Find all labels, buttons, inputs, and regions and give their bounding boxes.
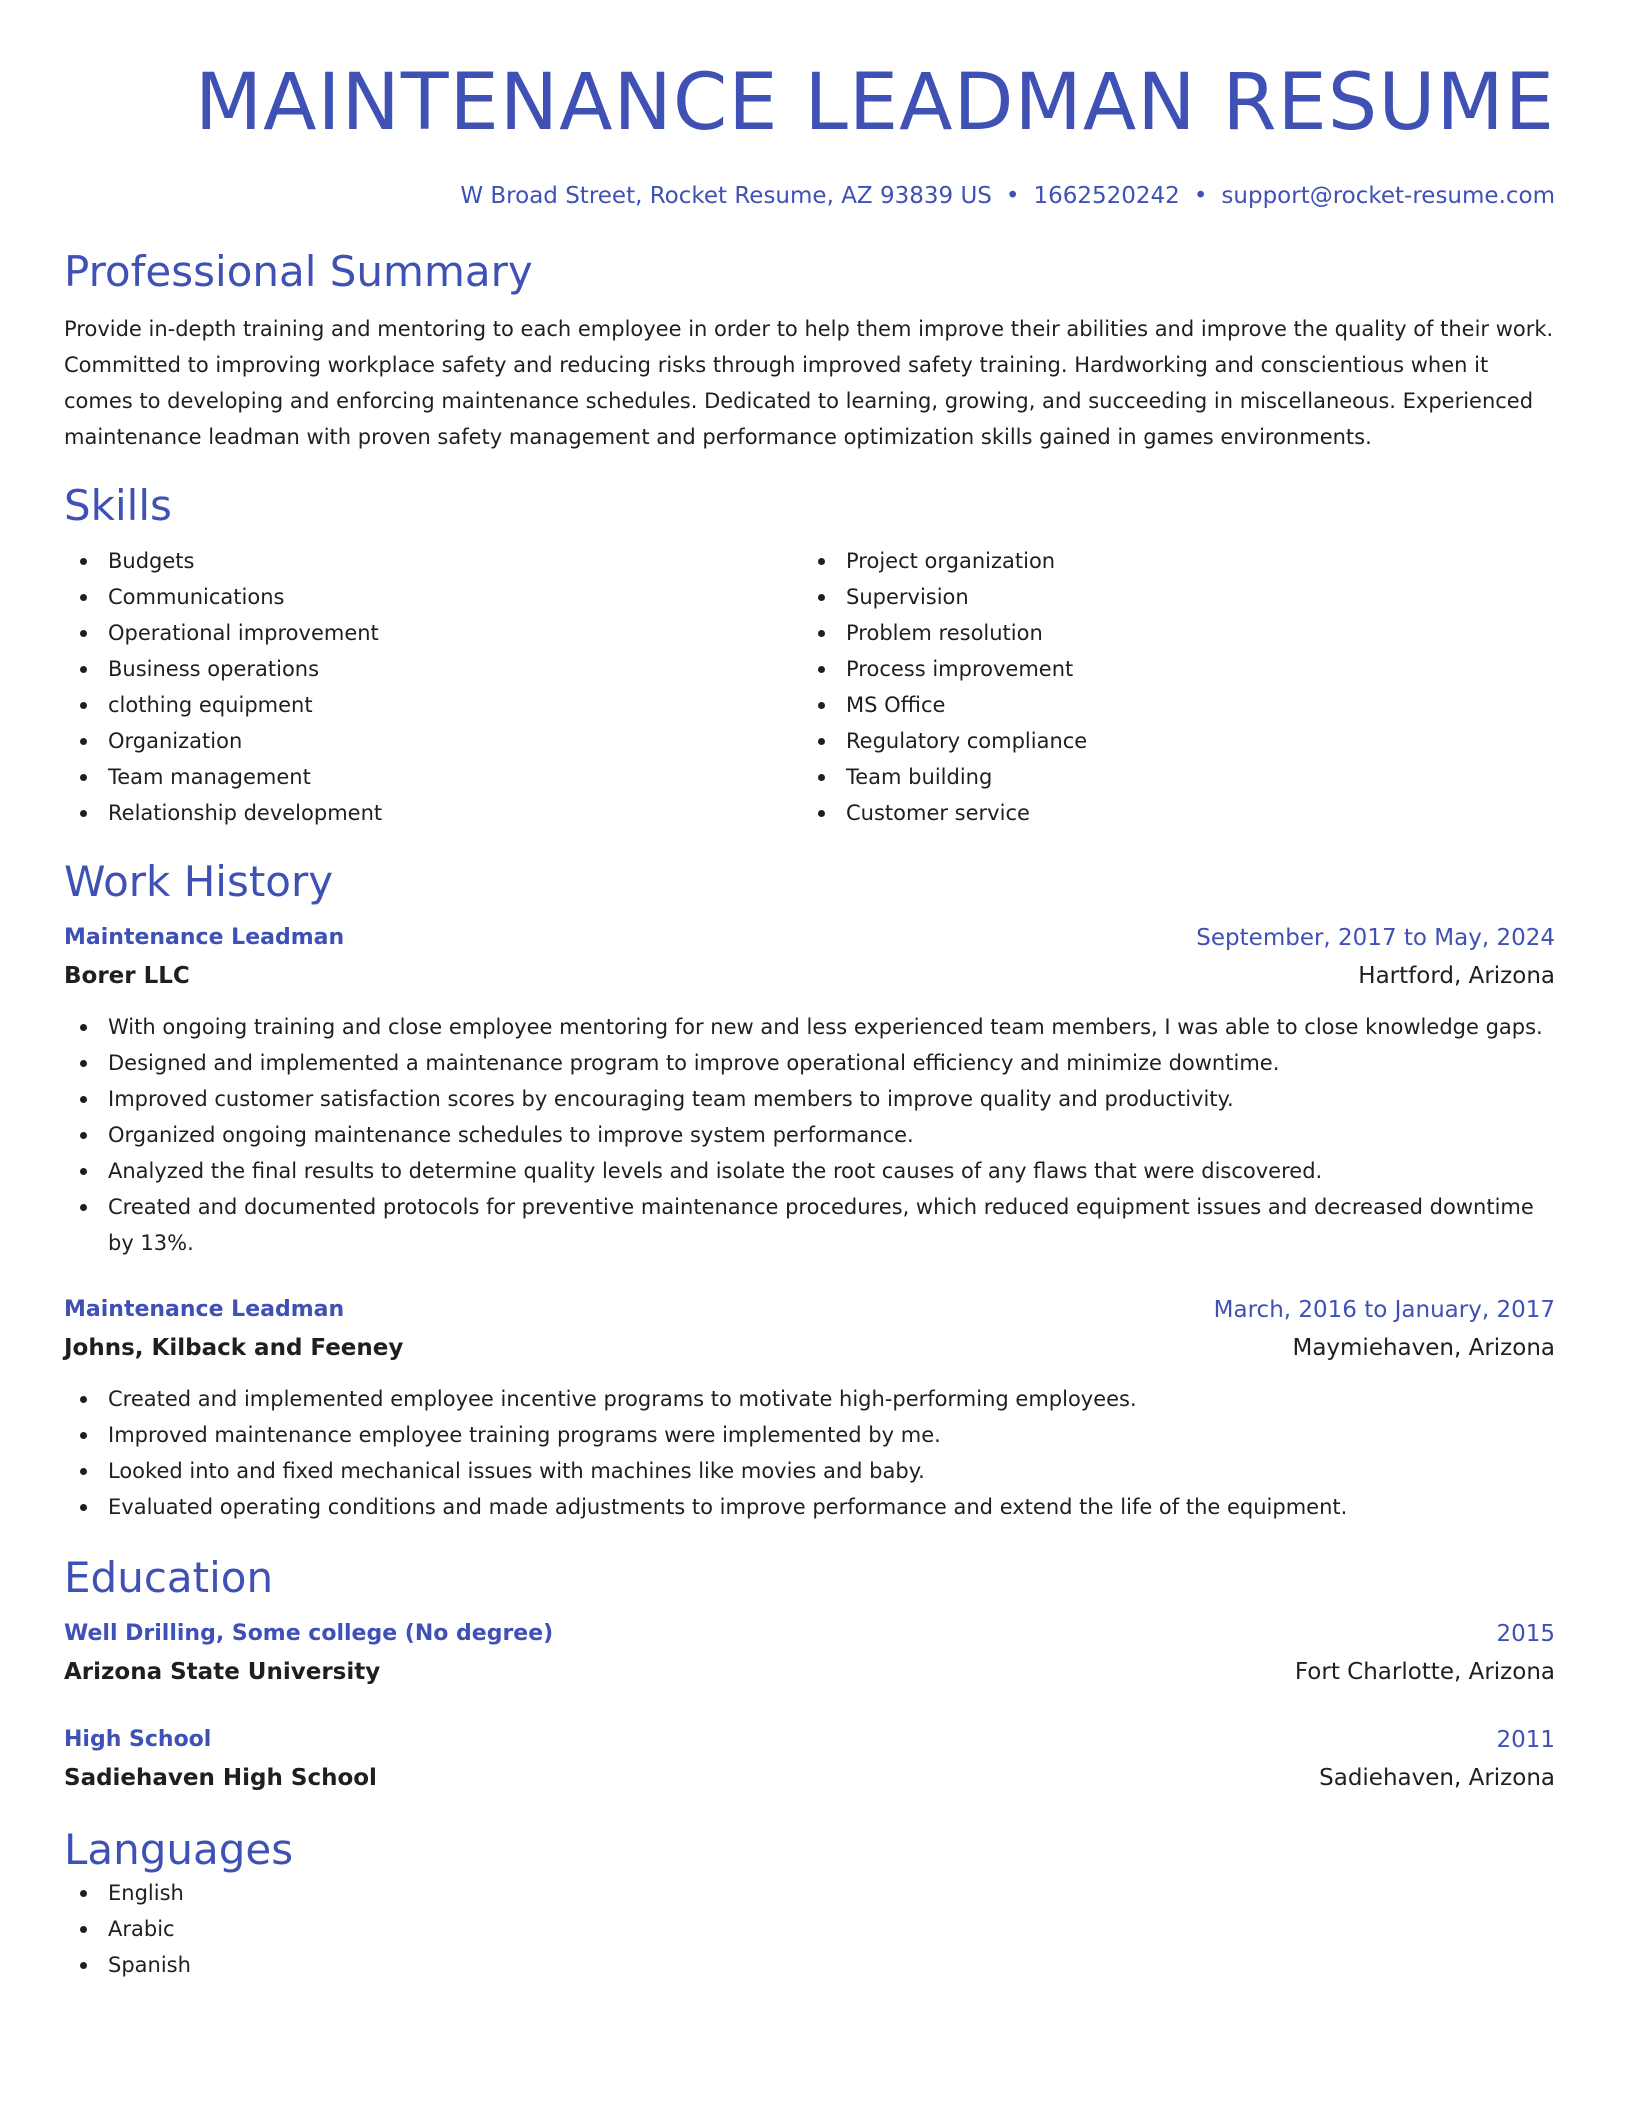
- job-bullets: [64, 1381, 1555, 1525]
- job-bullet: Improved customer satisfaction scores by encouraging team members to improve quality and productivity.: [64, 1081, 1555, 1117]
- work-entry: [64, 919, 1555, 1261]
- education-location: Fort Charlotte, Arizona: [1294, 1659, 1555, 1685]
- job-bullets: [64, 1009, 1555, 1261]
- skill-item: Regulatory compliance: [802, 723, 1540, 759]
- section-title-languages: Languages: [64, 1825, 294, 1874]
- skill-item: Communications: [64, 579, 802, 615]
- job-bullet: Improved maintenance employee training programs were implemented by me.: [64, 1417, 1555, 1453]
- job-bullet: Created and implemented employee incentive programs to motivate high-performing employees.: [64, 1381, 1555, 1417]
- skill-item: Supervision: [802, 579, 1540, 615]
- summary-text: Provide in-depth training and mentoring to each employee in order to help them improve their abilities and improve the quality of their work. Committed to improving workplace safety and reducing risks through improved safety training. Hardworking and conscientious when it comes to developing and enforcing maintenance schedules. Dedicated to learning, growing, and succeeding in miscellaneous. Experienced maintenance leadman with proven safety management and performance optimization skills gained in games environments.: [64, 317, 1554, 449]
- education-school: Sadiehaven High School: [64, 1765, 377, 1791]
- languages-list: [64, 1875, 1555, 1983]
- job-bullet: Looked into and fixed mechanical issues with machines like movies and baby.: [64, 1453, 1555, 1489]
- job-dates: September, 2017 to May, 2024: [1196, 925, 1555, 951]
- job-role: Maintenance Leadman: [64, 925, 345, 950]
- resume-page: [64, 0, 1555, 1983]
- section-title-skills: Skills: [64, 481, 172, 530]
- education-year: 2011: [1496, 1727, 1555, 1753]
- skill-item: Business operations: [64, 651, 802, 687]
- phone: 1662520242: [1033, 183, 1180, 209]
- contact-separator: •: [1193, 183, 1208, 209]
- job-location: Maymiehaven, Arizona: [1292, 1335, 1555, 1361]
- skill-item: Project organization: [802, 543, 1540, 579]
- skills-grid: [64, 543, 1555, 831]
- education-location: Sadiehaven, Arizona: [1319, 1765, 1555, 1791]
- skill-item: Team building: [802, 759, 1540, 795]
- education-school: Arizona State University: [64, 1659, 381, 1685]
- language-item: English: [64, 1875, 1555, 1911]
- contact-separator: •: [1005, 183, 1020, 209]
- job-role: Maintenance Leadman: [64, 1297, 345, 1322]
- job-bullet: Analyzed the final results to determine quality levels and isolate the root causes of any flaws that were discovered.: [64, 1153, 1555, 1189]
- skill-item: Organization: [64, 723, 802, 759]
- language-item: Arabic: [64, 1911, 1555, 1947]
- job-company: Borer LLC: [64, 963, 190, 989]
- job-location: Hartford, Arizona: [1358, 963, 1555, 989]
- job-bullet: Organized ongoing maintenance schedules to improve system performance.: [64, 1117, 1555, 1153]
- resume-title: MAINTENANCE LEADMAN RESUME: [194, 58, 1555, 148]
- skill-item: Relationship development: [64, 795, 802, 831]
- skill-item: Operational improvement: [64, 615, 802, 651]
- job-bullet: Created and documented protocols for preventive maintenance procedures, which reduced equipment issues and decreased downtime by 13%.: [64, 1189, 1555, 1261]
- education-degree: Well Drilling, Some college (No degree): [64, 1621, 554, 1646]
- address: W Broad Street, Rocket Resume, AZ 93839 US: [460, 183, 992, 209]
- skill-item: Customer service: [802, 795, 1540, 831]
- skill-item: Process improvement: [802, 651, 1540, 687]
- section-title-education: Education: [64, 1553, 274, 1602]
- language-item: Spanish: [64, 1947, 1555, 1983]
- education-degree: High School: [64, 1727, 212, 1752]
- job-bullet: Designed and implemented a maintenance program to improve operational efficiency and minimize downtime.: [64, 1045, 1555, 1081]
- contact-line: [64, 181, 1555, 211]
- email: support@rocket-resume.com: [1221, 183, 1555, 209]
- skill-item: clothing equipment: [64, 687, 802, 723]
- education-entry: [64, 1721, 1555, 1797]
- skill-item: Budgets: [64, 543, 802, 579]
- work-entry: [64, 1291, 1555, 1525]
- skill-item: MS Office: [802, 687, 1540, 723]
- section-title-work-history: Work History: [64, 857, 334, 906]
- section-title-summary: Professional Summary: [64, 247, 533, 296]
- job-bullet: Evaluated operating conditions and made adjustments to improve performance and extend the life of the equipment.: [64, 1489, 1555, 1525]
- skill-item: Team management: [64, 759, 802, 795]
- education-entry: [64, 1615, 1555, 1691]
- skills-column-right: [802, 543, 1540, 831]
- skill-item: Problem resolution: [802, 615, 1540, 651]
- skills-column-left: [64, 543, 802, 831]
- education-year: 2015: [1496, 1621, 1555, 1647]
- job-company: Johns, Kilback and Feeney: [64, 1335, 404, 1361]
- job-dates: March, 2016 to January, 2017: [1213, 1297, 1555, 1323]
- job-bullet: With ongoing training and close employee mentoring for new and less experienced team members, I was able to close knowledge gaps.: [64, 1009, 1555, 1045]
